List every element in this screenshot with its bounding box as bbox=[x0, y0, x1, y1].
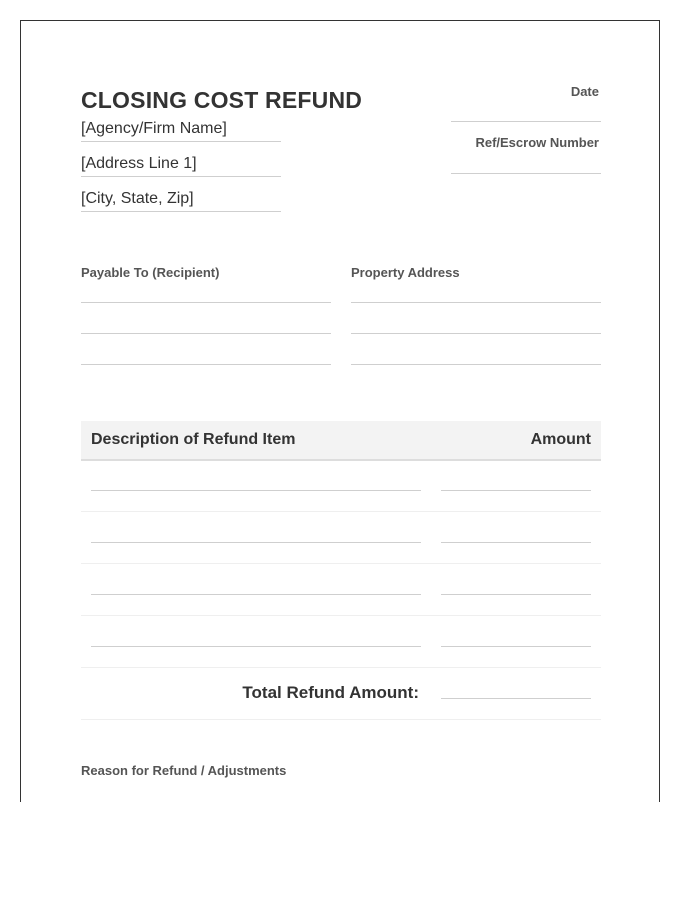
description-column-header: Description of Refund Item bbox=[91, 431, 296, 448]
row-4-description-field[interactable] bbox=[91, 646, 421, 647]
property-address-label: Property Address bbox=[351, 265, 460, 280]
property-address-line-3[interactable] bbox=[351, 364, 601, 365]
page-title: CLOSING COST REFUND bbox=[81, 87, 363, 113]
property-address-line-1[interactable] bbox=[351, 302, 601, 303]
date-label: Date bbox=[570, 84, 599, 99]
payable-to-line-2[interactable] bbox=[81, 333, 331, 334]
row-3-amount-field[interactable] bbox=[441, 594, 591, 595]
row-3-description-field[interactable] bbox=[91, 594, 421, 595]
address-line1-underline bbox=[81, 176, 281, 177]
total-refund-label: Total Refund Amount: bbox=[242, 683, 419, 702]
payable-to-line-1[interactable] bbox=[81, 302, 331, 303]
row-1-amount-field[interactable] bbox=[441, 490, 591, 491]
total-row-divider bbox=[81, 719, 601, 720]
table-row bbox=[81, 667, 601, 668]
city-state-zip-underline bbox=[81, 211, 281, 212]
total-refund-amount-field[interactable] bbox=[441, 698, 591, 699]
agency-name-underline bbox=[81, 141, 281, 142]
payable-to-line-3[interactable] bbox=[81, 364, 331, 365]
property-address-line-2[interactable] bbox=[351, 333, 601, 334]
row-1-description-field[interactable] bbox=[91, 490, 421, 491]
table-row bbox=[81, 615, 601, 616]
ref-escrow-label: Ref/Escrow Number bbox=[475, 135, 599, 150]
agency-name-field[interactable]: [Agency/Firm Name] bbox=[81, 120, 227, 137]
refund-table-header bbox=[81, 421, 601, 461]
row-2-amount-field[interactable] bbox=[441, 542, 591, 543]
table-row bbox=[81, 563, 601, 564]
payable-to-label: Payable To (Recipient) bbox=[81, 265, 220, 280]
refund-form-page bbox=[20, 20, 660, 802]
city-state-zip-field[interactable]: [City, State, Zip] bbox=[81, 190, 194, 207]
address-line1-field[interactable]: [Address Line 1] bbox=[81, 155, 197, 172]
amount-column-header: Amount bbox=[530, 431, 591, 448]
row-2-description-field[interactable] bbox=[91, 542, 421, 543]
table-row bbox=[81, 511, 601, 512]
ref-escrow-field[interactable] bbox=[451, 173, 601, 174]
reason-for-refund-label: Reason for Refund / Adjustments bbox=[81, 763, 287, 778]
row-4-amount-field[interactable] bbox=[441, 646, 591, 647]
date-field[interactable] bbox=[451, 121, 601, 122]
